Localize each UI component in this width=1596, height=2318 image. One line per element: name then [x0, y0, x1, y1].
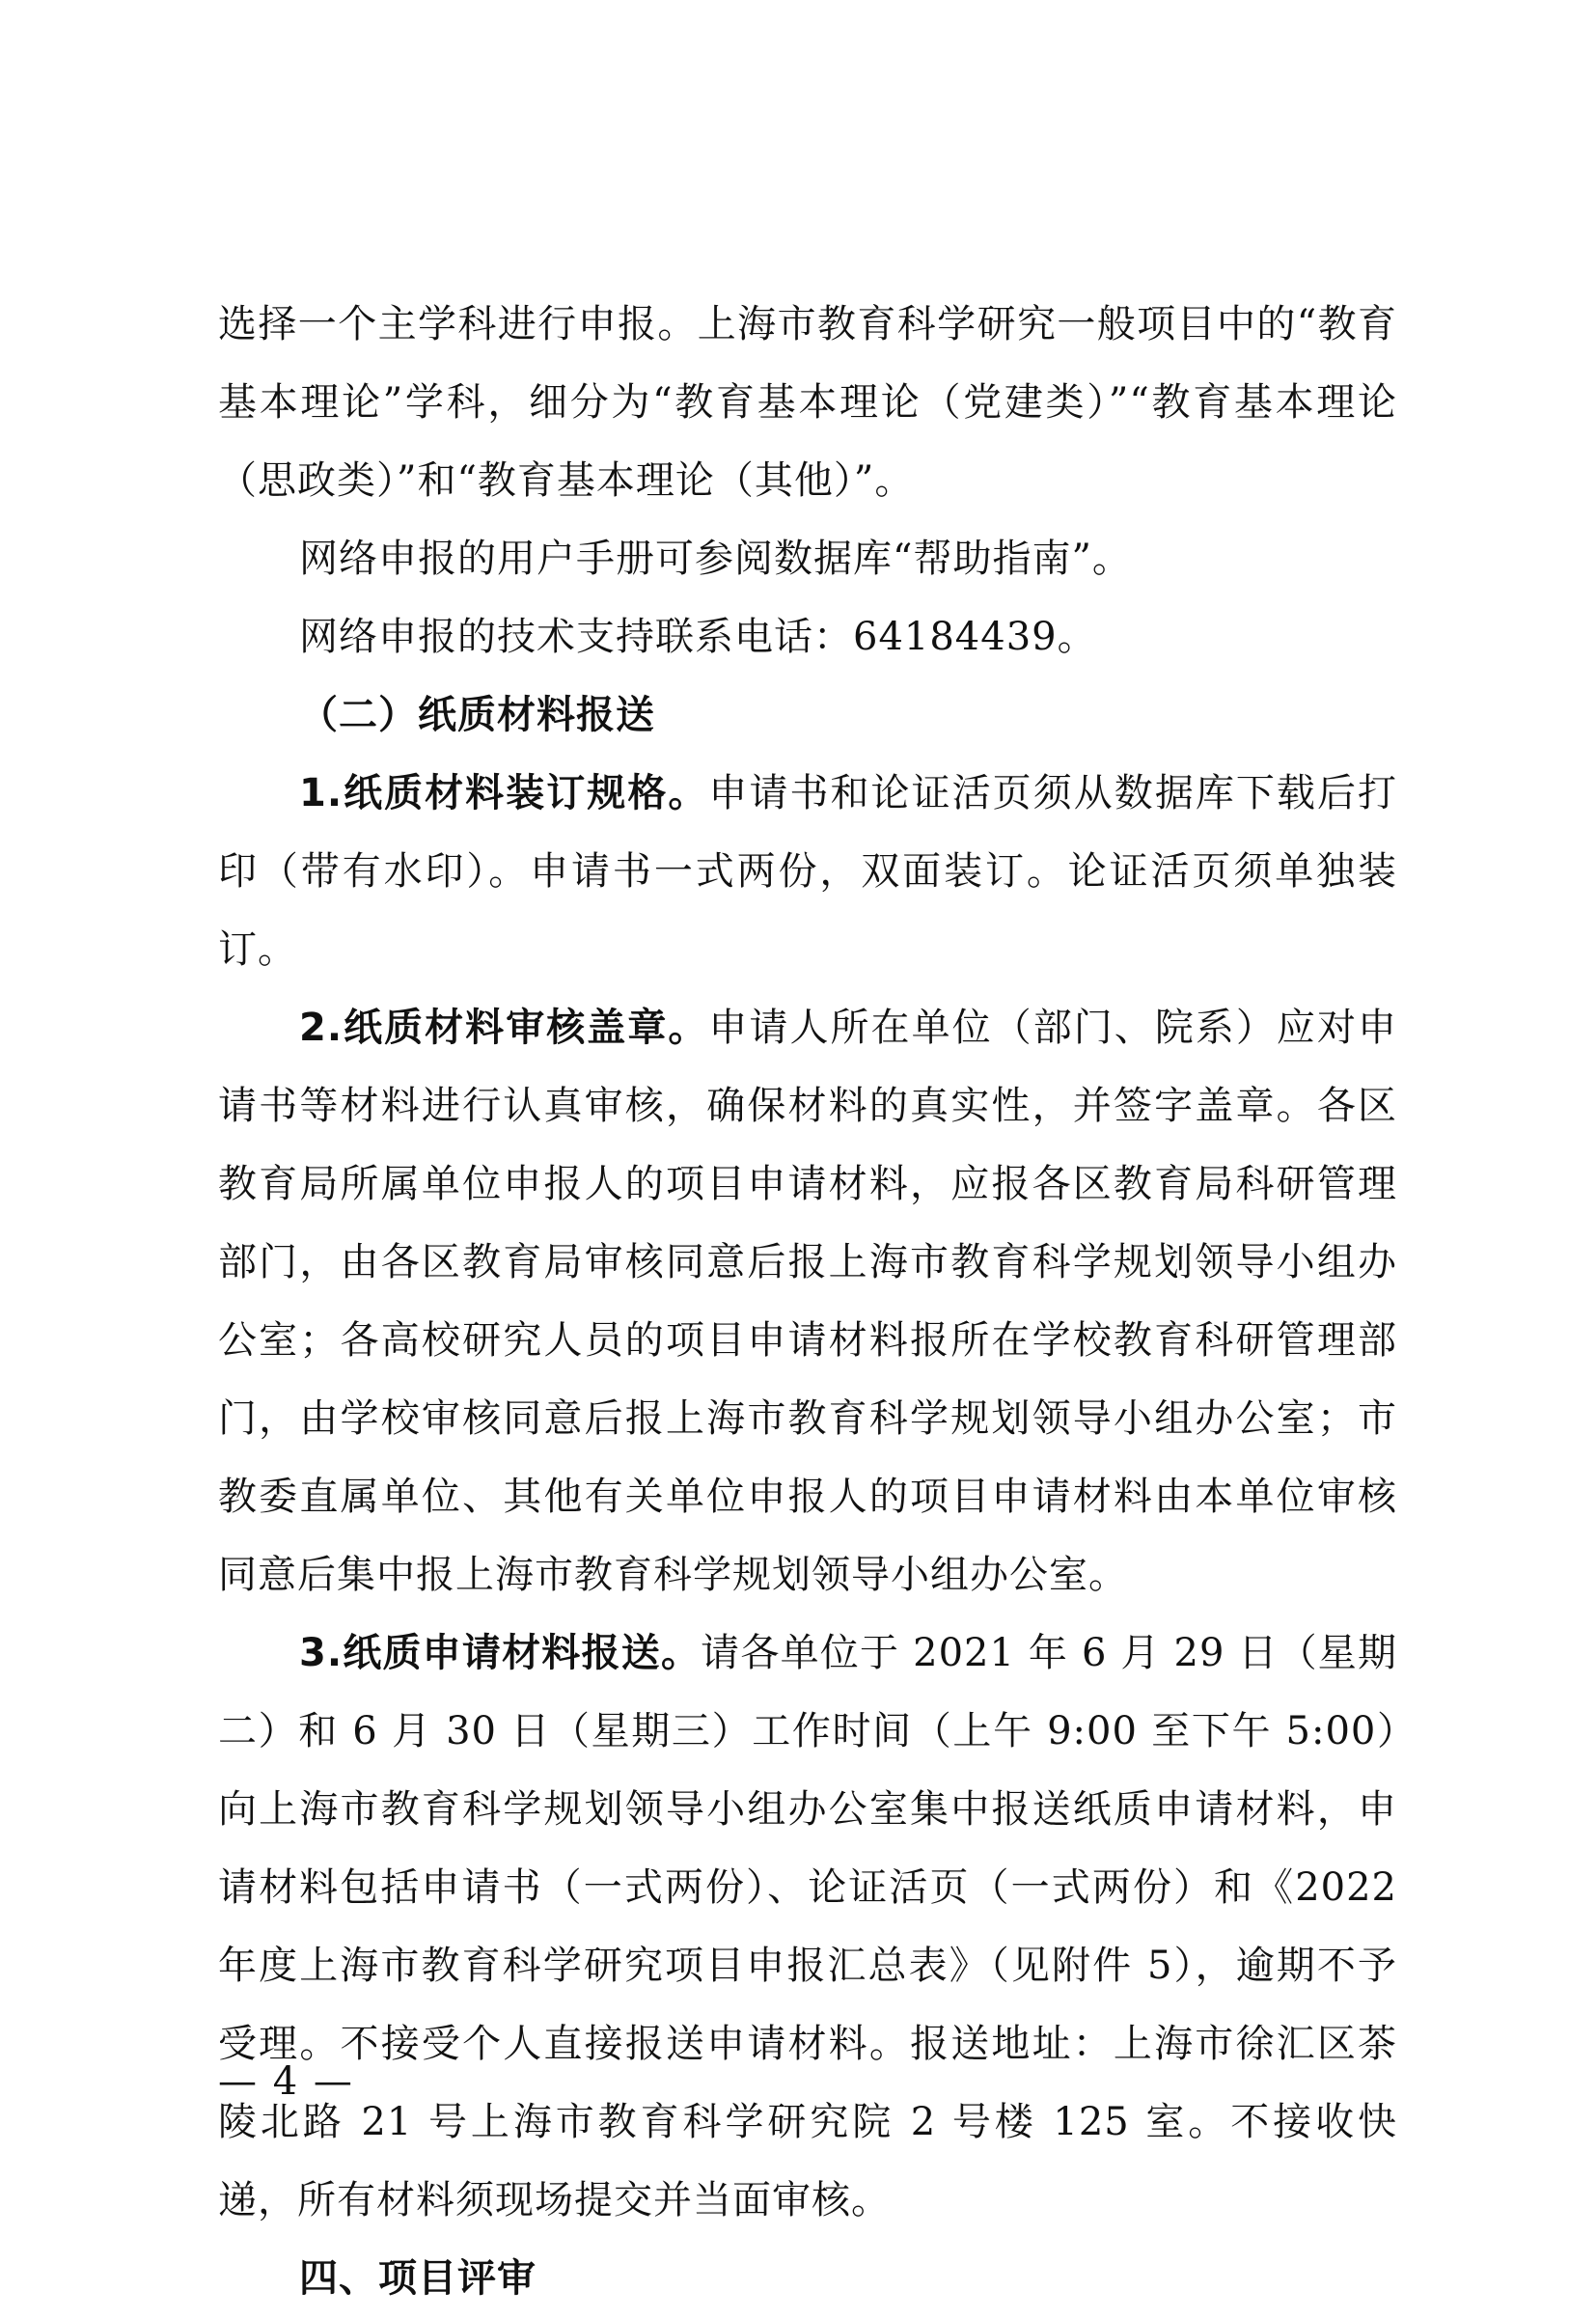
page-body	[218, 286, 1397, 2318]
item-text: 申请人所在单位（部门、院系）应对申请书等材料进行认真审核，确保材料的真实性，并签字盖章。各区教育局所属单位申报人的项目申请材料，应报各区教育局科研管理部门，由各区教育局审核同意后报上海市教育科学规划领导小组办公室；各高校研究人员的项目申请材料报所在学校教育科研管理部门，由学校审核同意后报上海市教育科学规划领导小组办公室；市教委直属单位、其他有关单位申报人的项目申请材料由本单位审核同意后集中报上海市教育科学规划领导小组办公室。	[218, 1006, 1398, 1597]
paragraph-subject-selection: 选择一个主学科进行申报。上海市教育科学研究一般项目中的“教育基本理论”学科，细分为“教育基本理论（党建类）”“教育基本理论（思政类）”和“教育基本理论（其他）”。	[218, 302, 1397, 503]
paragraph-tech-support: 网络申报的技术支持联系电话：64184439。	[299, 615, 1097, 659]
page-number: — 4 —	[218, 2059, 354, 2104]
item-lead: 1.纸质材料装订规格。	[299, 771, 709, 815]
item-lead: 3.纸质申请材料报送。	[299, 1631, 702, 1675]
item-lead: 2.纸质材料审核盖章。	[299, 1006, 709, 1050]
item-text: 请各单位于 2021 年 6 月 29 日（星期二）和 6 月 30 日（星期三）工作时间（上午 9:00 至下午 5:00）向上海市教育科学规划领导小组办公室集中报送纸质申请材料，申请材料包括申请书（一式两份）、论证活页（一式两份）和《2022 年度上海市教育科学研究项目申报汇总表》（见附件 5），逾期不予受理。不接受个人直接报送申请材料。报送地址：上海市徐汇区茶陵北路 21 号上海市教育科学研究院 2 号楼 125 室。不接收快递，所有材料须现场提交并当面审核。	[218, 1631, 1397, 2222]
item-review-stamp	[218, 989, 1397, 1614]
item-binding-spec	[218, 755, 1397, 989]
section-heading-project-review: 四、项目评审	[299, 2256, 537, 2301]
item-submission	[218, 1614, 1397, 2240]
item-text: 申请书和论证活页须从数据库下载后打印（带有水印）。申请书一式两份，双面装订。论证活页须单独装订。	[218, 771, 1398, 972]
section-heading-paper-materials: （二）纸质材料报送	[299, 693, 655, 737]
paragraph-user-manual: 网络申报的用户手册可参阅数据库“帮助指南”。	[299, 537, 1132, 581]
